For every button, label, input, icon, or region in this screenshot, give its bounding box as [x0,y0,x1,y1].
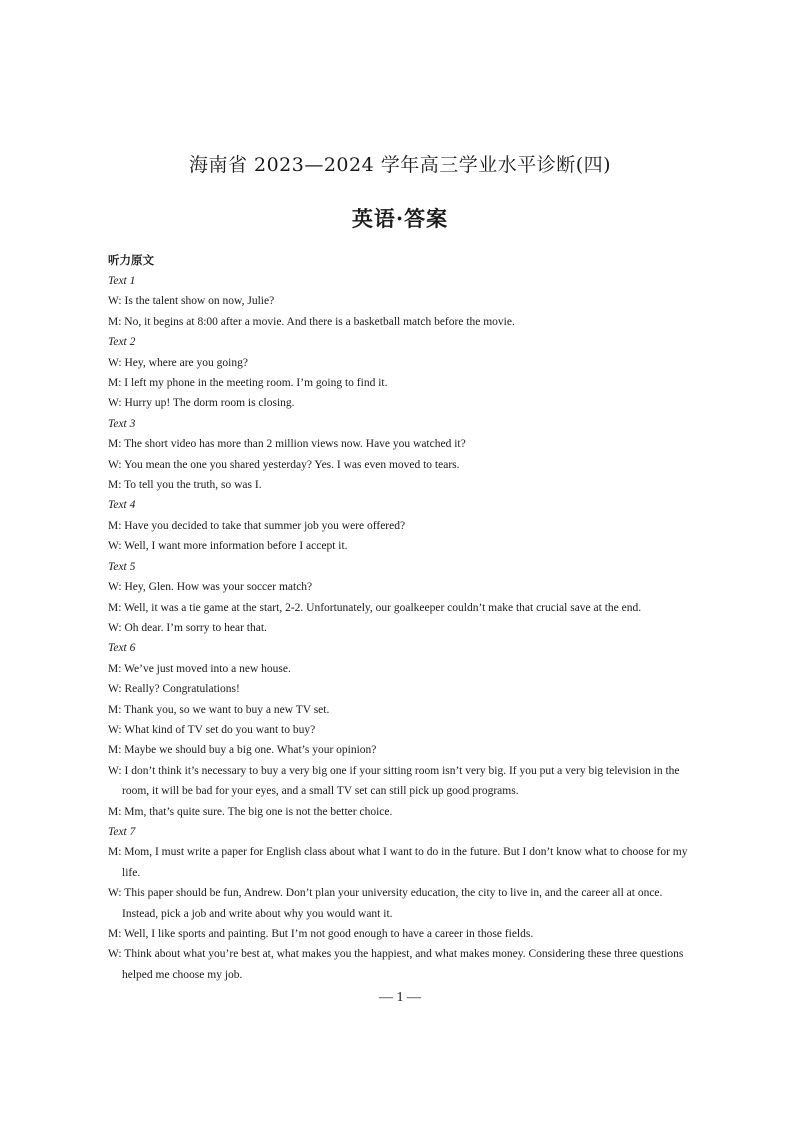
page-number: — 1 — [379,990,421,1005]
dialogue-line: W: This paper should be fun, Andrew. Don’t plan your university education, the city to live in, and the career all at once. Instead, pick a job and write about why you would want it. [108,887,663,920]
dialogue-line: W: Hey, where are you going? [108,356,248,369]
dialogue-line: W: Well, I want more information before I accept it. [108,540,348,553]
dialogue-line: M: I left my phone in the meeting room. I’m going to find it. [108,377,388,390]
dialogue-line: M: Mom, I must write a paper for English class about what I want to do in the future. But I don’t know what to choose for my life. [108,846,688,879]
dialogue-line: W: What kind of TV set do you want to buy? [108,723,316,736]
text-label: Text 3 [108,417,136,430]
dialogue-line: M: To tell you the truth, so was I. [108,479,262,492]
text-label: Text 4 [108,499,136,512]
dialogue-line: M: Have you decided to take that summer job you were offered? [108,519,406,532]
text-label: Text 5 [108,560,136,573]
dialogue-line: M: We’ve just moved into a new house. [108,662,291,675]
dialogue-line: M: Well, I like sports and painting. But I’m not good enough to have a career in those fields. [108,928,534,940]
text-label: Text 2 [108,336,136,349]
dialogue-line: W: You mean the one you shared yesterday? Yes. I was even moved to tears. [108,458,460,471]
dialogue-line: M: The short video has more than 2 million views now. Have you watched it? [108,438,466,451]
dialogue-line: M: Maybe we should buy a big one. What’s your opinion? [108,744,377,757]
text-label: Text 7 [108,825,136,838]
dialogue-line: M: No, it begins at 8:00 after a movie. And there is a basketball match before the movie. [108,315,515,328]
text-label: Text 6 [108,642,136,655]
dialogue-line: W: Is the talent show on now, Julie? [108,295,275,308]
text-label: Text 1 [108,275,136,287]
dialogue-line: W: Oh dear. I’m sorry to hear that. [108,621,267,634]
dialogue-line: W: I don’t think it’s necessary to buy a very big one if your sitting room isn’t very big. If you put a very big television in the room, it will be bad for your eyes, and a small TV set can still pick up good programs. [108,764,680,798]
dialogue-line: W: Think about what you’re best at, what makes you the happiest, and what makes money. Considering these three questions helped me choose my job. [108,948,684,981]
dialogue-line: M: Mm, that’s quite sure. The big one is not the better choice. [108,805,393,818]
document-title: 海南省 2023—2024 学年高三学业水平诊断(四) [188,154,612,176]
dialogue-line: W: Really? Congratulations! [108,683,240,696]
dialogue-line: M: Thank you, so we want to buy a new TV set. [108,703,330,716]
listening-transcript [108,271,698,985]
dialogue-line: M: Well, it was a tie game at the start, 2-2. Unfortunately, our goalkeeper couldn’t make that crucial save at the end. [108,601,642,614]
document-subtitle: 英语·答案 [351,206,449,231]
dialogue-line: W: Hey, Glen. How was your soccer match? [108,581,313,594]
section-heading: 听力原文 [108,253,154,267]
dialogue-line: W: Hurry up! The dorm room is closing. [108,397,295,410]
